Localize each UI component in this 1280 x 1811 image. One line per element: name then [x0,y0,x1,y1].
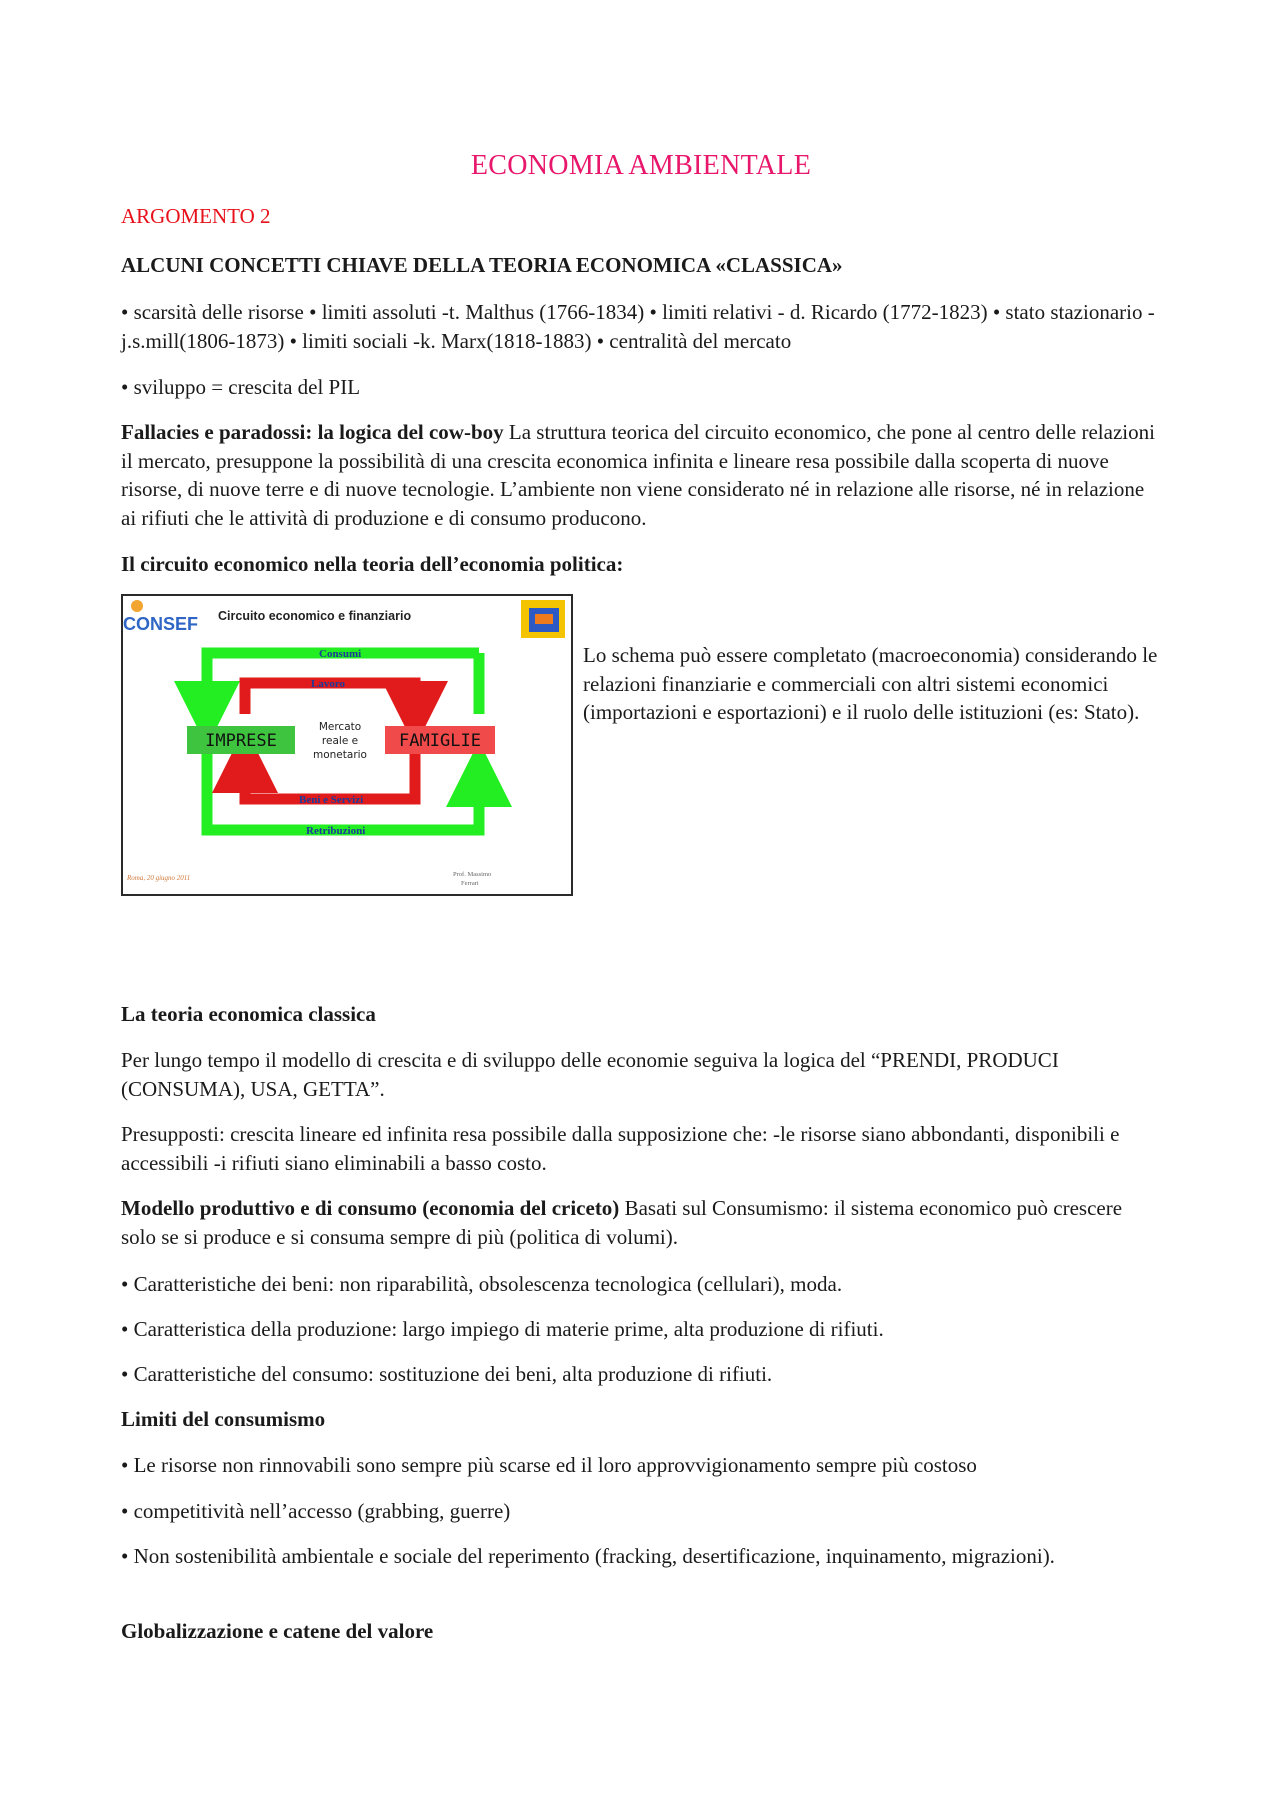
heading-key-concepts: ALCUNI CONCETTI CHIAVE DELLA TEORIA ECONOMICA «CLASSICA» [121,253,843,277]
model-text: Basati sul Consumismo: il sistema economico può crescere solo se si produce e si consuma sempre di più (politica di volumi). [121,1196,1123,1249]
document-subtitle: ARGOMENTO 2 [121,204,271,228]
paragraph-model [121,1194,1161,1251]
list-item-limit-resources: • Le risorse non rinnovabili sono sempre più scarse ed il loro approvvigionamento sempre più costoso [121,1453,977,1477]
label-consumi: Consumi [319,648,362,660]
svg-text:reale e: reale e [321,735,359,747]
list-item-limit-sustainability: • Non sostenibilità ambientale e sociale del reperimento (fracking, desertificazione, inquinamento, migrazioni). [121,1544,1055,1568]
institution-badge [521,600,565,638]
slide-title: Circuito economico e finanziario [218,609,412,623]
heading-circuit: Il circuito economico nella teoria dell’economia politica: [121,552,624,576]
svg-text:CONSEF: CONSEF [123,614,199,634]
svg-text:monetario: monetario [313,749,367,761]
list-item-char-production: • Caratteristica della produzione: largo impiego di materie prime, alta produzione di rifiuti. [121,1317,884,1341]
imprese-box [187,726,295,754]
circuit-diagram-image [121,594,573,896]
paragraph-pil: • sviluppo = crescita del PIL [121,375,361,399]
fallacies-heading: Fallacies e paradossi: la logica del cow-boy [121,420,504,444]
list-item-limit-competition: • competitività nell’accesso (grabbing, guerre) [121,1499,511,1523]
slide-footer-author-2: Ferrari [461,880,479,887]
paragraph-fallacies [121,418,1161,532]
paragraph-classic-2: Presupposti: crescita lineare ed infinita resa possibile dalla supposizione che: -le risorse siano abbondanti, disponibili e accessibili -i rifiuti siano eliminabili a basso costo. [121,1122,1120,1175]
heading-globalization: Globalizzazione e catene del valore [121,1619,434,1643]
paragraph-classic-1: Per lungo tempo il modello di crescita e di sviluppo delle economie seguiva la logica del “PRENDI, PRODUCI (CONSUMA), USA, GETTA”. [121,1048,1059,1101]
label-beni-servizi: Beni e Servizi [299,794,364,806]
heading-classic-theory: La teoria economica classica [121,1002,376,1026]
svg-text:FAMIGLIE: FAMIGLIE [399,731,481,751]
list-item-char-goods: • Caratteristiche dei beni: non riparabilità, obsolescenza tecnologica (cellulari), moda. [121,1272,843,1296]
slide-footer-date: Roma, 20 giugno 2011 [127,874,191,882]
document-title: ECONOMIA AMBIENTALE [470,150,812,181]
list-item-char-consumption: • Caratteristiche del consumo: sostituzione dei beni, alta produzione di rifiuti. [121,1362,773,1386]
model-heading: Modello produttivo e di consumo (economia del criceto) [121,1196,620,1220]
label-lavoro: Lavoro [311,678,346,690]
paragraph-concepts-bullets: • scarsità delle risorse • limiti assoluti -t. Malthus (1766-1834) • limiti relativi - d. Ricardo (1772-1823) • stato stazionario -j.s.mill(1806-1873) • limiti sociali -k. Marx(1818-1883) • centralità del mercato [121,300,1155,353]
label-retribuzioni: Retribuzioni [306,825,366,837]
famiglie-box [385,726,495,754]
svg-text:IMPRESE: IMPRESE [205,731,277,751]
slide-footer-author-1: Prof. Massimo [453,871,492,878]
fallacies-text: La struttura teorica del circuito economico, che pone al centro delle relazioni il mercato, presuppone la possibilità di una crescita economica infinita e lineare resa possibile dalla scoperta di nuove risorse, di nuove terre e di nuove tecnologie. L’ambiente non viene considerato né in relazione alle risorse, né in relazione ai rifiuti che le attività di produzione e di consumo producono. [121,420,1155,530]
svg-text:Mercato: Mercato [318,721,362,733]
heading-limits: Limiti del consumismo [121,1407,326,1431]
circuit-side-text: Lo schema può essere completato (macroeconomia) considerando le relazioni finanziarie e commerciali con altri sistemi economici (importazioni e esportazioni) e il ruolo delle istituzioni (es: Stato). [583,643,1158,724]
